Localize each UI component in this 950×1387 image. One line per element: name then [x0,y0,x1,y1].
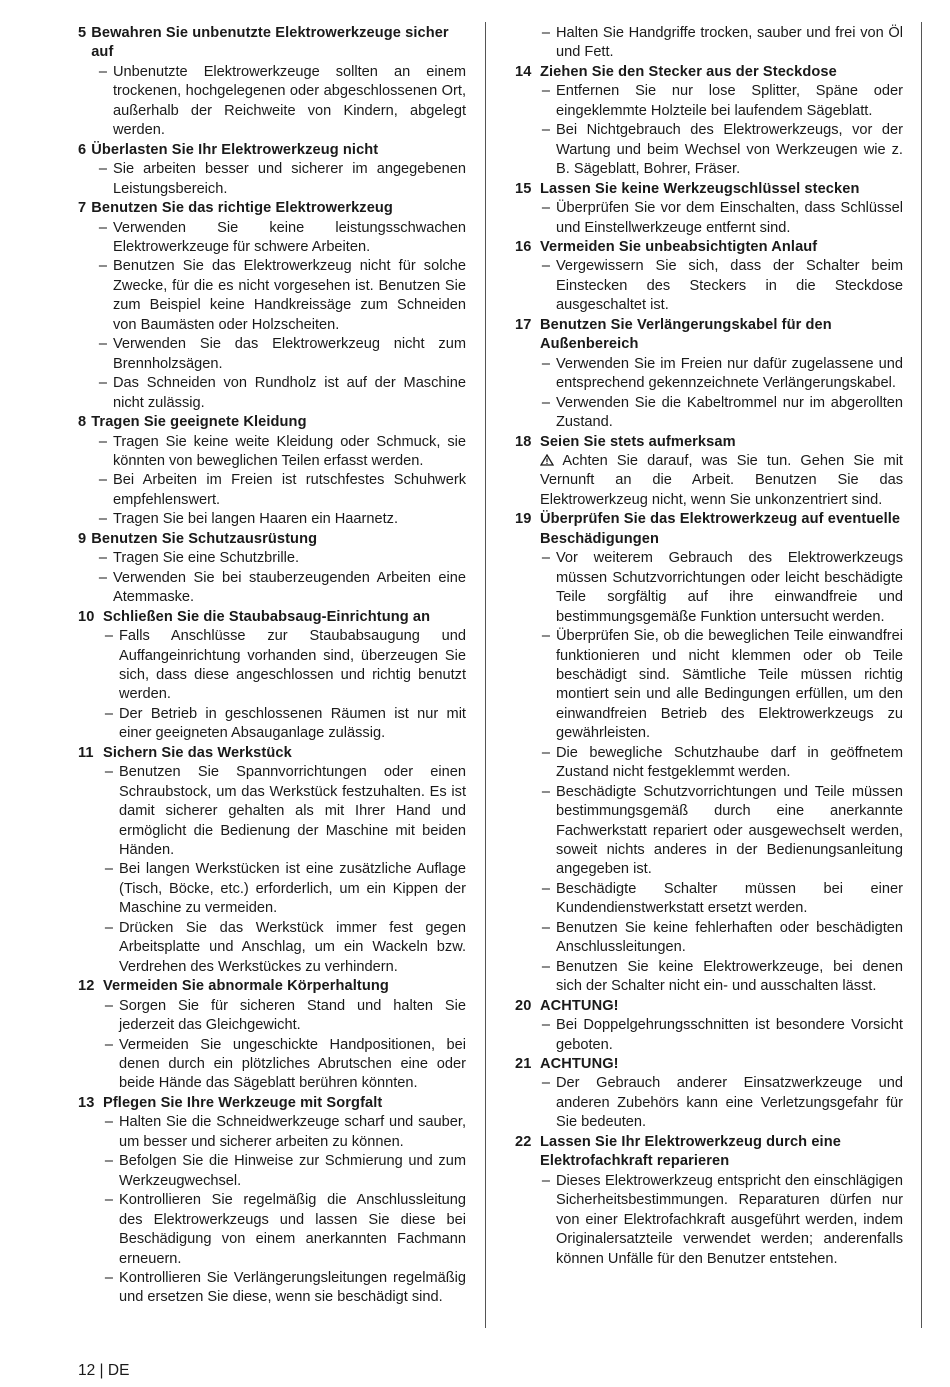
section-heading [515,180,903,199]
bullet-item [515,958,903,997]
section-number: 15 [515,180,532,197]
section-14 [515,63,903,180]
bullet-item [78,763,466,860]
section-heading [515,238,903,257]
section-title: Vermeiden Sie abnormale Körperhaltung [103,978,389,995]
section-title: Ziehen Sie den Stecker aus der Steckdose [540,63,837,80]
section-heading [515,510,903,549]
bullet-dash: – [104,1036,113,1053]
section-paragraph [515,452,903,510]
bullet-item [78,63,466,141]
section-cont [515,24,903,63]
bullet-text: Kontrollieren Sie Verlängerungsleitungen regelmäßig und ersetzen Sie diese, wenn sie beschädigt sind. [119,1270,466,1306]
bullet-text: Benutzen Sie Spannvorrichtungen oder einen Schraubstock, um das Werkstück festzuhalten. Es ist damit sicherer gehalten als mit Ihrer Hand und ermöglicht die Bedienung der Maschine mit beiden Händen. [119,764,466,859]
bullet-dash: – [104,1270,113,1286]
bullet-dash: – [541,83,550,100]
bullet-text: Falls Anschlüsse zur Staubabsaugung und Auffangeinrichtung vorhanden sind, überzeugen Sie sich, dass diese angeschlossen und richtig benutzt werden. [119,628,466,703]
section-20 [515,997,903,1055]
bullet-dash: – [104,1192,113,1209]
bullet-text: Verwenden Sie die Kabeltrommel nur im abgerollten Zustand. [556,394,903,431]
bullet-dash: – [104,705,113,722]
bullet-text: Verwenden Sie im Freien nur dafür zugelassene und entsprechend gekennzeichnete Verlängerungskabel. [556,355,903,392]
bullet-text: Bei langen Werkstücken ist eine zusätzliche Auflage (Tisch, Böcke, etc.) erforderlich, um ein Kippen der Maschine zu vermeiden. [119,861,466,917]
bullet-item [78,219,466,258]
section-number: 17 [515,316,532,333]
bullet-dash: – [98,336,107,353]
section-title: Tragen Sie geeignete Kleidung [91,414,307,431]
bullet-dash: – [541,258,550,275]
section-heading [78,608,466,627]
section-number: 19 [515,511,532,528]
section-title: Schließen Sie die Staubabsaug-Einrichtung an [103,608,431,625]
bullet-dash: – [541,744,550,761]
left-column [78,24,466,1308]
bullet-item [78,160,466,199]
bullet-text: Verwenden Sie das Elektrowerkzeug nicht zum Brennholzsägen. [113,336,466,372]
section-heading [515,1133,903,1172]
bullet-dash: – [98,550,107,567]
right-column [515,24,903,1269]
section-19 [515,510,903,996]
section-number: 8 [78,414,87,431]
bullet-dash: – [541,550,550,567]
section-title: Benutzen Sie Verlängerungskabel für den Außenbereich [540,316,832,353]
section-heading [78,977,466,996]
column-divider-right [921,22,922,1328]
bullet-text: Das Schneiden von Rundholz ist auf der Maschine nicht zulässig. [113,375,466,411]
bullet-dash: – [104,628,113,645]
section-title: Benutzen Sie das richtige Elektrowerkzeug [91,200,393,217]
section-title: Benutzen Sie Schutzausrüstung [91,530,318,547]
bullet-dash: – [98,161,107,178]
bullet-dash: – [541,122,550,139]
bullet-item [515,121,903,179]
section-title: ACHTUNG! [540,997,619,1014]
bullet-item [515,549,903,627]
bullet-dash: – [541,25,550,41]
bullet-text: Bei Arbeiten im Freien ist rutschfestes Schuhwerk empfehlenswert. [113,472,466,508]
bullet-dash: – [541,1075,550,1092]
bullet-dash: – [541,958,550,975]
section-11 [78,744,466,977]
section-heading [515,433,903,452]
bullet-dash: – [541,783,550,800]
bullet-item [78,1191,466,1269]
bullet-item [515,744,903,783]
bullet-item [78,471,466,510]
paragraph-text: Achten Sie darauf, was Sie tun. Gehen Sie mit Vernunft an die Arbeit. Benutzen Sie das Elektrowerkzeug nicht, wenn Sie unkonzentriert sind. [540,452,903,508]
bullet-text: Sie arbeiten besser und sicherer im angegebenen Leistungsbereich. [113,161,466,197]
bullet-item [515,880,903,919]
bullet-text: Verwenden Sie bei stauberzeugenden Arbeiten eine Atemmaske. [113,569,466,606]
bullet-text: Drücken Sie das Werkstück immer fest gegen Arbeitsplatte und Anschlag, um ein Wackeln bzw. Verdrehen des Werkstückes zu verhindern. [119,919,466,975]
bullet-text: Überprüfen Sie vor dem Einschalten, dass Schlüssel und Einstellwerkzeuge entfernt sind. [556,200,903,236]
section-title: Überprüfen Sie das Elektrowerkzeug auf eventuelle Beschädigungen [540,511,901,547]
bullet-item [515,627,903,744]
section-15 [515,180,903,238]
warning-icon [540,452,554,471]
bullet-item [78,1113,466,1152]
section-5 [78,24,466,141]
bullet-text: Verwenden Sie keine leistungsschwachen Elektrowerkzeuge für schwere Arbeiten. [113,219,466,255]
section-number: 6 [78,141,87,158]
section-title: Seien Sie stets aufmerksam [540,433,736,450]
section-8 [78,413,466,530]
bullet-dash: – [98,511,107,528]
bullet-item [78,569,466,608]
section-title: Lassen Sie keine Werkzeugschlüssel stecken [540,180,860,197]
section-17 [515,316,903,433]
bullet-item [78,1152,466,1191]
bullet-text: Halten Sie Handgriffe trocken, sauber und frei von Öl und Fett. [556,25,903,61]
section-heading [78,1094,466,1113]
bullet-dash: – [104,764,113,781]
section-number: 13 [78,1094,95,1111]
bullet-dash: – [541,628,550,645]
bullet-text: Beschädigte Schalter müssen bei einer Kundendienstwerkstatt ersetzt werden. [556,880,903,917]
bullet-item [78,919,466,977]
section-number: 20 [515,997,532,1014]
bullet-text: Die bewegliche Schutzhaube darf in geöffnetem Zustand nicht festgeklemmt werden. [556,744,903,781]
bullet-dash: – [98,375,107,392]
section-13 [78,1094,466,1308]
section-heading [78,530,466,549]
bullet-text: Entfernen Sie nur lose Splitter, Späne oder eingeklemmte Holzteile bei laufendem Sägeblatt. [556,83,903,119]
bullet-item [78,510,466,529]
section-number: 16 [515,238,532,255]
bullet-text: Sorgen Sie für sicheren Stand und halten Sie jederzeit das Gleichgewicht. [119,997,466,1034]
bullet-dash: – [98,433,107,450]
bullet-dash: – [104,861,113,878]
bullet-item [78,335,466,374]
bullet-text: Der Gebrauch anderer Einsatzwerkzeuge und anderen Zubehörs kann eine Verletzungsgefahr für Sie bedeuten. [556,1075,903,1131]
bullet-text: Benutzen Sie keine fehlerhaften oder beschädigten Anschlussleitungen. [556,919,903,956]
bullet-text: Tragen Sie keine weite Kleidung oder Schmuck, sie könnten von beweglichen Teilen erfasst werden. [113,433,466,469]
section-heading [78,199,466,218]
bullet-dash: – [98,569,107,586]
page-footer: 12 | DE [78,1362,130,1379]
bullet-dash: – [541,355,550,372]
bullet-dash: – [98,472,107,489]
bullet-text: Überprüfen Sie, ob die beweglichen Teile einwandfrei funktionieren und nicht klemmen oder ob Teile beschädigt sind. Sämtliche Teile müssen richtig montiert sein und alle Bedingungen erfüllen, um den einwandfreien Betrieb des Elektrowerkzeugs zu gewährleisten. [556,628,903,742]
section-16 [515,238,903,316]
bullet-text: Kontrollieren Sie regelmäßig die Anschlussleitung des Elektrowerkzeugs und lassen Sie diese bei Beschädigung von einem anerkannten Fachmann erneuern. [119,1192,466,1267]
section-heading [515,997,903,1016]
bullet-item [78,549,466,568]
bullet-text: Benutzen Sie das Elektrowerkzeug nicht für solche Zwecke, für die es nicht vorgesehen ist. Benutzen Sie zum Beispiel keine Handkreissäge zum Schneiden von Baumästen oder Holzscheiten. [113,258,466,333]
section-number: 18 [515,433,532,450]
bullet-item [515,783,903,880]
section-12 [78,977,466,1094]
bullet-text: Bei Doppelgehrungsschnitten ist besondere Vorsicht geboten. [556,1017,903,1053]
section-number: 7 [78,200,87,217]
section-heading [515,1055,903,1074]
section-heading [78,141,466,160]
section-heading [515,316,903,355]
bullet-dash: – [541,919,550,936]
bullet-item [78,705,466,744]
section-title: Lassen Sie Ihr Elektrowerkzeug durch eine Elektrofachkraft reparieren [540,1133,841,1170]
section-number: 14 [515,63,532,80]
bullet-dash: – [104,997,113,1014]
bullet-text: Vor weiterem Gebrauch des Elektrowerkzeugs müssen Schutzvorrichtungen oder leicht beschädigte Teile sorgfältig auf ihre einwandfreie und bestimmungsgemäße Funktion untersucht werden. [556,550,903,625]
bullet-text: Tragen Sie bei langen Haaren ein Haarnetz. [113,511,399,528]
section-title: Pflegen Sie Ihre Werkzeuge mit Sorgfalt [103,1094,383,1111]
section-number: 5 [78,25,87,41]
section-heading [78,24,466,63]
section-6 [78,141,466,199]
bullet-dash: – [541,200,550,217]
bullet-item [515,1016,903,1055]
section-21 [515,1055,903,1133]
column-divider-left [485,22,486,1328]
section-number: 21 [515,1056,532,1073]
section-7 [78,199,466,413]
bullet-item [78,997,466,1036]
bullet-text: Tragen Sie eine Schutzbrille. [113,550,300,567]
bullet-text: Vermeiden Sie ungeschickte Handpositionen, bei denen durch ein plötzliches Abrutschen eine oder beide Hände das Sägeblatt berühren könnten. [119,1036,466,1092]
section-heading [515,63,903,82]
bullet-dash: – [98,219,107,236]
section-18 [515,433,903,511]
bullet-text: Bei Nichtgebrauch des Elektrowerkzeugs, vor der Wartung und beim Wechsel von Werkzeugen wie z. B. Sägeblatt, Bohrer, Fräser. [556,122,903,178]
bullet-text: Unbenutzte Elektrowerkzeuge sollten an einem trockenen, hochgelegenen oder abgeschlossenen Ort, außerhalb der Reichweite von Kindern, abgelegt werden. [113,63,466,139]
section-number: 11 [78,744,94,761]
bullet-item [515,82,903,121]
bullet-text: Benutzen Sie keine Elektrowerkzeuge, bei denen sich der Schalter nicht ein- und ausschalten lässt. [556,958,903,995]
bullet-text: Befolgen Sie die Hinweise zur Schmierung und zum Werkzeugwechsel. [119,1153,466,1189]
section-title: ACHTUNG! [540,1056,619,1073]
section-title: Sichern Sie das Werkstück [103,744,292,761]
bullet-item [78,627,466,705]
bullet-text: Der Betrieb in geschlossenen Räumen ist nur mit einer geeigneten Absauganlage zulässig. [119,705,466,742]
bullet-item [515,1074,903,1132]
bullet-dash: – [104,1114,113,1131]
bullet-item [78,1036,466,1094]
bullet-dash: – [541,880,550,897]
section-10 [78,608,466,744]
section-title: Bewahren Sie unbenutzte Elektrowerkzeuge sicher auf [91,25,449,61]
bullet-item [78,1269,466,1308]
bullet-text: Dieses Elektrowerkzeug entspricht den einschlägigen Sicherheitsbestimmungen. Reparaturen dürfen nur von einer Elektrofachkraft ausgeführt werden, indem Originalersatzteile verwendet werden; anderenfalls können Unfälle für den Benutzer entstehen. [556,1172,903,1267]
section-heading [78,413,466,432]
bullet-item [78,860,466,918]
section-number: 22 [515,1133,532,1150]
bullet-dash: – [98,258,107,275]
bullet-item [515,257,903,315]
bullet-item [78,433,466,472]
bullet-dash: – [541,1017,550,1034]
bullet-item [515,24,903,63]
section-title: Vermeiden Sie unbeabsichtigten Anlauf [540,238,818,255]
section-number: 10 [78,608,95,625]
bullet-item [515,394,903,433]
bullet-dash: – [104,1153,113,1170]
bullet-dash: – [541,1172,550,1189]
bullet-item [78,374,466,413]
bullet-item [78,257,466,335]
bullet-item [515,1172,903,1269]
bullet-text: Beschädigte Schutzvorrichtungen und Teile müssen bestimmungsgemäß durch eine anerkannte Fachwerkstatt repariert oder ausgewechselt werden, soweit nichts anderes in der Bedienungsanleitung angegeben ist. [556,783,903,878]
section-9 [78,530,466,608]
bullet-item [515,355,903,394]
section-number: 12 [78,978,95,995]
bullet-text: Halten Sie die Schneidwerkzeuge scharf und sauber, um besser und sicherer arbeiten zu können. [119,1114,466,1150]
bullet-item [515,199,903,238]
bullet-dash: – [98,63,107,80]
section-number: 9 [78,530,87,547]
bullet-item [515,919,903,958]
bullet-dash: – [104,919,113,936]
section-title: Überlasten Sie Ihr Elektrowerkzeug nicht [91,141,379,158]
section-heading [78,744,466,763]
section-22 [515,1133,903,1269]
bullet-dash: – [541,394,550,411]
bullet-text: Vergewissern Sie sich, dass der Schalter beim Einstecken des Steckers in die Steckdose ausgeschaltet ist. [556,258,903,314]
